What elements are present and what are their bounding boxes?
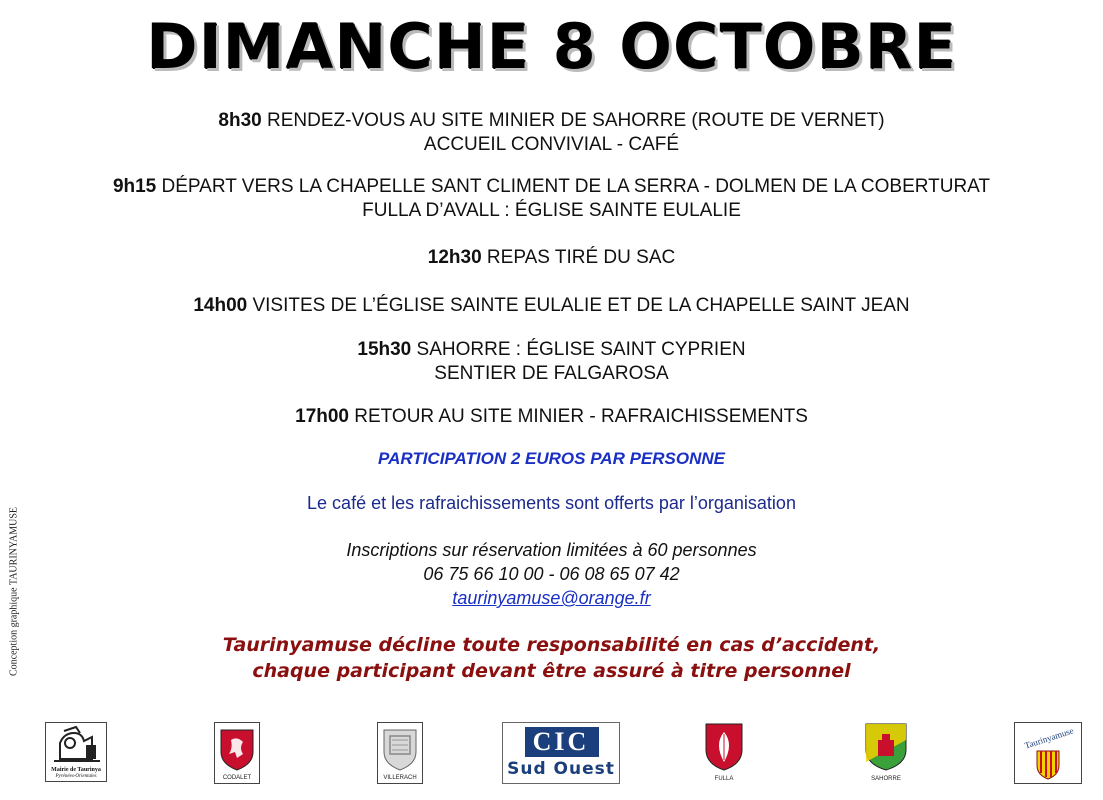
schedule-text: RENDEZ-VOUS AU SITE MINIER DE SAHORRE (ROUTE DE VERNET) bbox=[261, 110, 885, 131]
time-label: 9h15 bbox=[112, 176, 157, 197]
inscriptions-block bbox=[0, 538, 1103, 610]
mairie-name: Mairie de Taurinya bbox=[51, 767, 101, 773]
schedule-text: DÉPART VERS LA CHAPELLE SANT CLIMENT DE LA SERRA - DOLMEN DE LA COBERTURAT bbox=[156, 176, 991, 197]
time-label: 12h30 bbox=[427, 247, 482, 268]
logo-codalet bbox=[214, 722, 260, 784]
schedule-item-0915 bbox=[0, 175, 1103, 223]
logo-villerach bbox=[377, 722, 423, 784]
logo-taurinyamuse bbox=[1014, 722, 1082, 784]
schedule-text: ACCUEIL CONVIVIAL - CAFÉ bbox=[423, 134, 680, 155]
fulla-caption: FULLA bbox=[714, 776, 734, 782]
offert-notice: Le café et les rafraichissements sont offerts par l’organisation bbox=[307, 493, 796, 513]
codalet-caption: CODALET bbox=[222, 775, 252, 781]
codalet-shield-icon bbox=[215, 726, 259, 772]
inscriptions-text: Inscriptions sur réservation limitées à 60 personnes bbox=[346, 540, 757, 560]
schedule-text: REPAS TIRÉ DU SAC bbox=[481, 247, 676, 268]
mairie-region: Pyrénées-Orientales bbox=[55, 774, 97, 779]
disclaimer bbox=[0, 632, 1103, 684]
logo-sahorre bbox=[862, 722, 910, 784]
time-label: 15h30 bbox=[357, 339, 412, 360]
schedule-text: FULLA D’AVALL : ÉGLISE SAINTE EULALIE bbox=[362, 200, 741, 221]
schedule-text: VISITES DE L’ÉGLISE SAINTE EULALIE ET DE LA CHAPELLE SAINT JEAN bbox=[247, 295, 910, 316]
schedule-text: SENTIER DE FALGAROSA bbox=[434, 363, 669, 384]
time-label: 14h00 bbox=[193, 295, 248, 316]
fulla-shield-icon bbox=[702, 722, 746, 772]
schedule-item-1400 bbox=[0, 294, 1103, 318]
time-label: 8h30 bbox=[218, 110, 262, 131]
taurinyamuse-wordmark: Taurinyamuse bbox=[1023, 725, 1075, 751]
villerach-shield-icon bbox=[378, 726, 422, 772]
time-label: 17h00 bbox=[295, 406, 349, 427]
sahorre-caption: SAHORRE bbox=[871, 776, 901, 782]
phone-numbers: 06 75 66 10 00 - 06 08 65 07 42 bbox=[423, 564, 680, 584]
graphic-credit: Conception graphique TAURINYAMUSE bbox=[8, 507, 20, 676]
schedule-text: RETOUR AU SITE MINIER - RAFRAICHISSEMENTS bbox=[349, 406, 808, 427]
cic-wordmark: CIC bbox=[532, 727, 590, 756]
schedule-text: SAHORRE : ÉGLISE SAINT CYPRIEN bbox=[411, 339, 746, 360]
logo-mairie-taurinya bbox=[45, 722, 107, 782]
cic-subtitle: Sud Ouest bbox=[507, 759, 615, 779]
mairie-emblem-icon bbox=[46, 723, 106, 767]
schedule-item-1530 bbox=[0, 338, 1103, 386]
schedule-item-1700 bbox=[0, 405, 1103, 429]
participation-notice: PARTICIPATION 2 EUROS PAR PERSONNE bbox=[378, 449, 725, 468]
disclaimer-line: chaque participant devant être assuré à titre personnel bbox=[252, 660, 851, 682]
email-link[interactable]: taurinyamuse@orange.fr bbox=[452, 588, 651, 608]
villerach-caption: VILLERACH bbox=[383, 775, 417, 781]
schedule-item-1230 bbox=[0, 246, 1103, 270]
logo-fulla bbox=[701, 722, 747, 784]
schedule-item-0830 bbox=[0, 109, 1103, 157]
logo-cic-sud-ouest bbox=[502, 722, 620, 784]
disclaimer-line: Taurinyamuse décline toute responsabilité en cas d’accident, bbox=[222, 634, 881, 656]
sahorre-shield-icon bbox=[863, 722, 909, 772]
page-title: DIMANCHE 8 OCTOBRE bbox=[146, 10, 957, 83]
